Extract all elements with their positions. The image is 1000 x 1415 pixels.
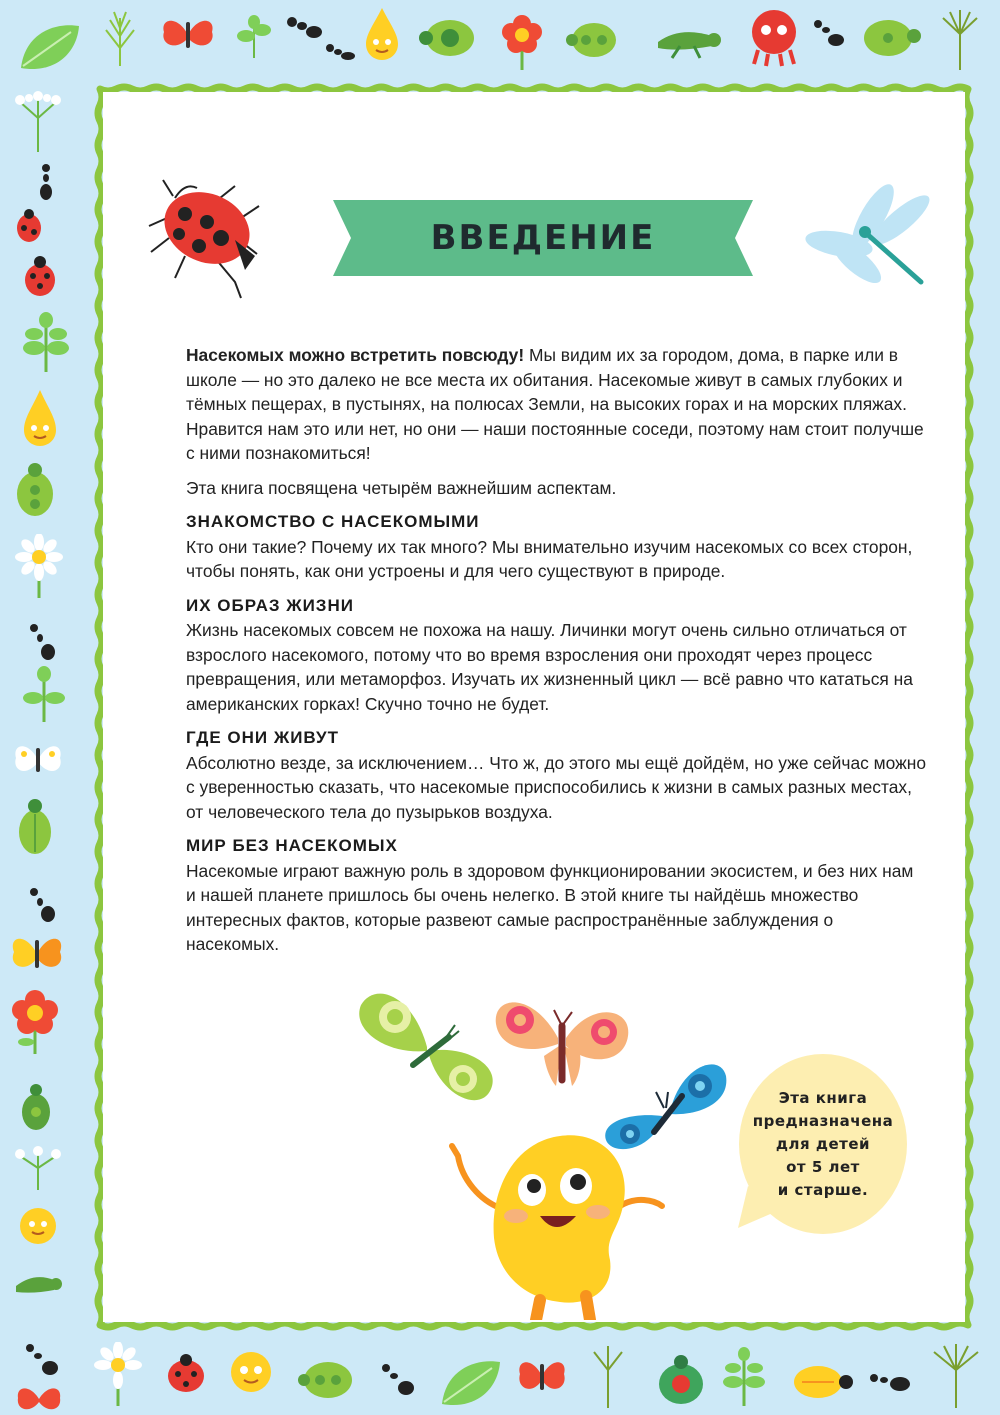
- ant-icon: [24, 884, 60, 926]
- flower-icon: [10, 990, 60, 1056]
- butterfly-icon: [355, 985, 500, 1115]
- beetle-icon: [14, 794, 56, 858]
- grasshopper-icon: [10, 1264, 66, 1304]
- ant-icon: [866, 1364, 916, 1400]
- section-heading: ГДЕ ОНИ ЖИВУТ: [186, 728, 340, 747]
- leaf-icon: [22, 312, 70, 374]
- intro-body: Мы видим их за городом, дома, в парке или в школе — но это далеко не все места их обитания. Насекомые живут в самых глубоких и тёмных пещерах, в пустынях, на полюсах Земли, на высоких горах и на морских пляжах. Нравится нам это или нет, но они — наши постоянные соседи, поэтому нам стоит получше с ними познакомиться!: [186, 345, 924, 463]
- ant-icon: [810, 14, 850, 58]
- leaf-icon: [722, 1346, 766, 1408]
- beetle-icon: [858, 12, 924, 62]
- dill-icon: [100, 8, 140, 68]
- sun-character-icon: [226, 1346, 276, 1406]
- dill-icon: [935, 6, 985, 72]
- daisy-icon: [12, 534, 66, 600]
- section-body: Абсолютно везде, за исключением… Что ж, до этого мы ещё дойдём, но уже сейчас можно с уверенностью сказать, что насекомые приспособились к жизни в самых разных местах, от человеческого тела до пузырьков воздуха.: [186, 752, 927, 822]
- butterfly-icon: [158, 10, 218, 60]
- sun-character-icon: [440, 1120, 690, 1320]
- intro-lead: Насекомых можно встретить повсюду!: [186, 345, 525, 365]
- ladybug-icon: [14, 208, 44, 244]
- dill-icon: [588, 1340, 628, 1410]
- butterfly-icon: [10, 738, 66, 782]
- ladybug-icon: [164, 1352, 208, 1396]
- ant-icon: [26, 160, 66, 204]
- section-heading: МИР БЕЗ НАСЕКОМЫХ: [186, 836, 398, 855]
- beetle-icon: [790, 1360, 856, 1404]
- intro-text: [186, 343, 926, 967]
- leaf-icon: [15, 18, 85, 78]
- ant-icon: [22, 620, 62, 664]
- section-1: [186, 510, 926, 584]
- beetle-icon: [296, 1352, 360, 1402]
- section-body: Жизнь насекомых совсем не похожа на нашу. Личинки могут очень сильно отличаться от взрослого насекомого, потому что во время взросления они проходят через процесс превращения, или метаморфоз. Изучать их жизненный цикл — всё равно что кататься на американских горках! Скучно точно не будет.: [186, 620, 913, 714]
- ladybug-icon: [145, 178, 275, 303]
- section-body: Насекомые играют важную роль в здоровом функционировании экосистем, и без них нам и нашей планете пришлось бы очень нелегко. В этой книге ты найдёшь множество интересных фактов, которые развеют самые распространённые заблуждения о насекомых.: [186, 860, 914, 954]
- dill-icon: [926, 1340, 986, 1410]
- leaf-icon: [22, 664, 66, 724]
- dragonfly-icon: [805, 170, 940, 300]
- leaf-icon: [232, 14, 276, 60]
- ant-icon: [378, 1358, 418, 1402]
- section-heading: ИХ ОБРАЗ ЖИЗНИ: [186, 595, 354, 615]
- dill-icon: [10, 1146, 66, 1192]
- leaf-icon: [436, 1354, 506, 1410]
- daisy-icon: [90, 1342, 146, 1408]
- age-note: Эта книга предназначена для детей от 5 лет и старше.: [752, 1089, 894, 1199]
- drop-character-icon: [20, 388, 60, 450]
- intro-paragraph: [186, 343, 926, 466]
- butterfly-icon: [514, 1352, 570, 1402]
- beetle-icon: [650, 1352, 712, 1410]
- section-4: [186, 834, 926, 957]
- drop-character-icon: [362, 6, 402, 62]
- section-2: [186, 594, 926, 717]
- section-heading: ЗНАКОМСТВО С НАСЕКОМЫМИ: [186, 512, 480, 531]
- beetle-icon: [562, 14, 622, 64]
- page-title: ВВЕДЕНИЕ: [430, 218, 656, 258]
- beetle-icon: [414, 12, 484, 62]
- ant-icon: [22, 1340, 62, 1384]
- section-3: [186, 726, 926, 824]
- grasshopper-icon: [650, 18, 730, 60]
- ladybug-icon: [22, 254, 58, 298]
- beetle-icon: [16, 1080, 56, 1134]
- beetle-icon: [10, 458, 60, 520]
- age-bubble: [738, 1052, 928, 1237]
- section-body: Кто они такие? Почему их так много? Мы внимательно изучим насекомых со всех сторон, чтобы понять, как они устроены и для чего существуют в природе.: [186, 536, 913, 581]
- butterfly-icon: [8, 928, 66, 982]
- beetle-icon: [744, 6, 806, 68]
- flower-icon: [500, 14, 544, 72]
- ant-icon: [282, 10, 362, 60]
- subintro-paragraph: Эта книга посвящена четырём важнейшим аспектам.: [186, 477, 617, 498]
- butterfly-icon: [14, 1384, 64, 1414]
- sun-character-icon: [16, 1202, 60, 1254]
- title-banner: [333, 200, 753, 276]
- dill-icon: [10, 88, 66, 154]
